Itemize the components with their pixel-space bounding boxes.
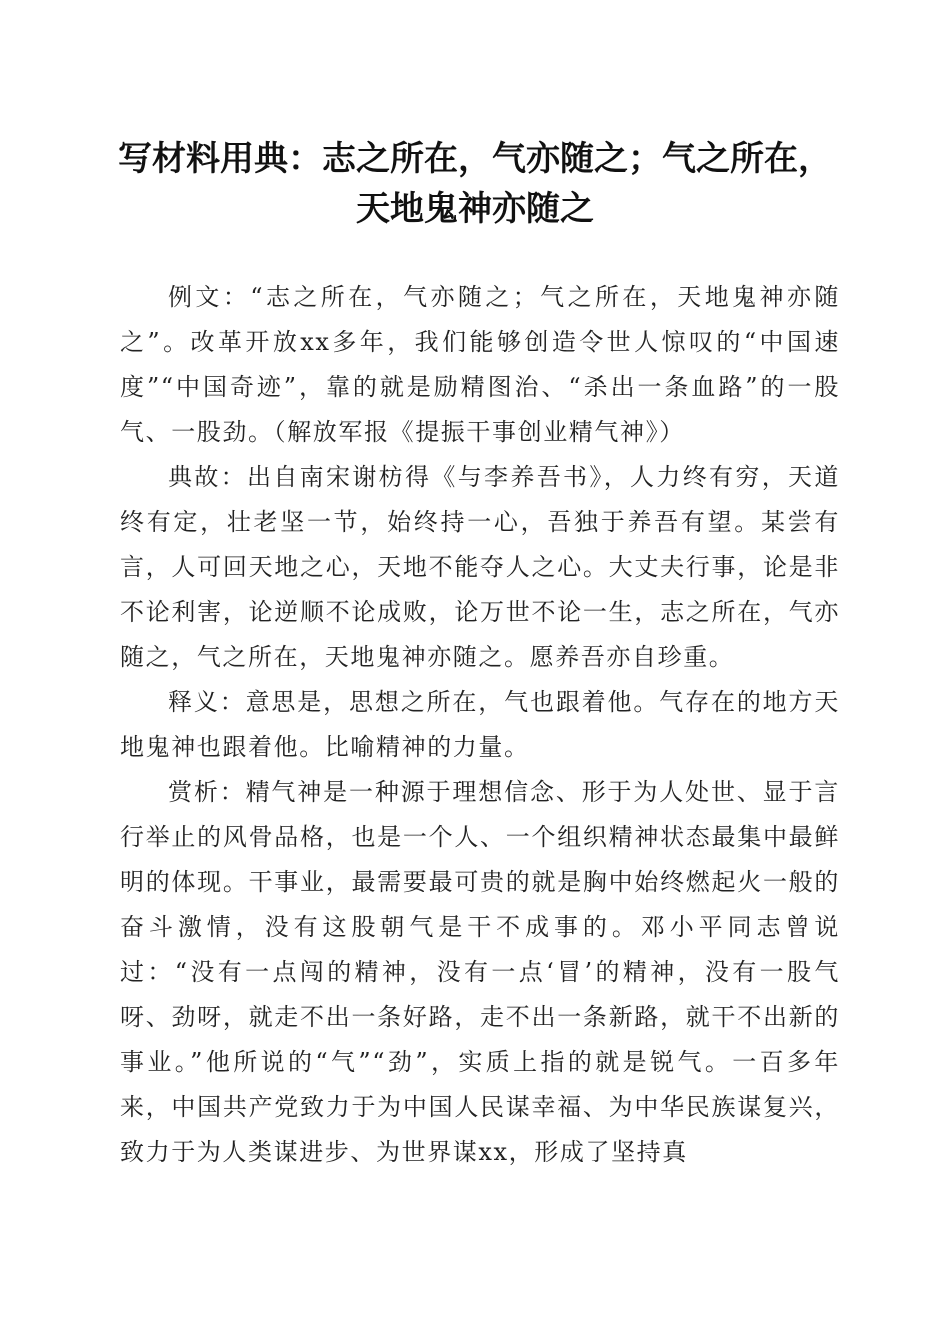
title-line-1: 写材料用典：志之所在，气亦随之；气之所在， — [118, 139, 832, 179]
title-line-2: 天地鬼神亦随之 — [356, 189, 594, 229]
paragraph-appreciation: 赏析：精气神是一种源于理想信念、形于为人处世、显于言行举止的风骨品格，也是一个人、一个组织精神状态最集中最鲜明的体现。干事业，最需要最可贵的就是胸中始终燃起火一般的奋斗激情，没有这股朝气是干不成事的。邓小平同志曾说过：“没有一点闯的精神，没有一点‘冒’的精神，没有一股气呀、劲呀，就走不出一条好路，走不出一条新路，就干不出新的事业。”他所说的“气”“劲”，实质上指的就是锐气。一百多年来，中国共产党致力于为中国人民谋幸福、为中华民族谋复兴，致力于为人类谋进步、为世界谋xx，形成了坚持真 — [120, 778, 840, 1166]
paragraph-meaning: 释义：意思是，思想之所在，气也跟着他。气存在的地方天地鬼神也跟着他。比喻精神的力量。 — [120, 688, 840, 761]
paragraph-allusion: 典故：出自南宋谢枋得《与李养吾书》，人力终有穷，天道终有定，壮老坚一节，始终持一心，吾独于养吾有望。某尝有言，人可回天地之心，天地不能夺人之心。大丈夫行事，论是非不论利害，论逆顺不论成败，论万世不论一生，志之所在，气亦随之，气之所在，天地鬼神亦随之。愿养吾亦自珍重。 — [120, 463, 840, 671]
paragraph-example: 例文：“志之所在，气亦随之；气之所在，天地鬼神亦随之”。改革开放xx多年，我们能够创造令世人惊叹的“中国速度”“中国奇迹”，靠的就是励精图治、“杀出一条血路”的一股气、一股劲。（解放军报《提振干事创业精气神》） — [120, 283, 840, 446]
document-body — [120, 275, 840, 1175]
document-title — [100, 134, 850, 234]
